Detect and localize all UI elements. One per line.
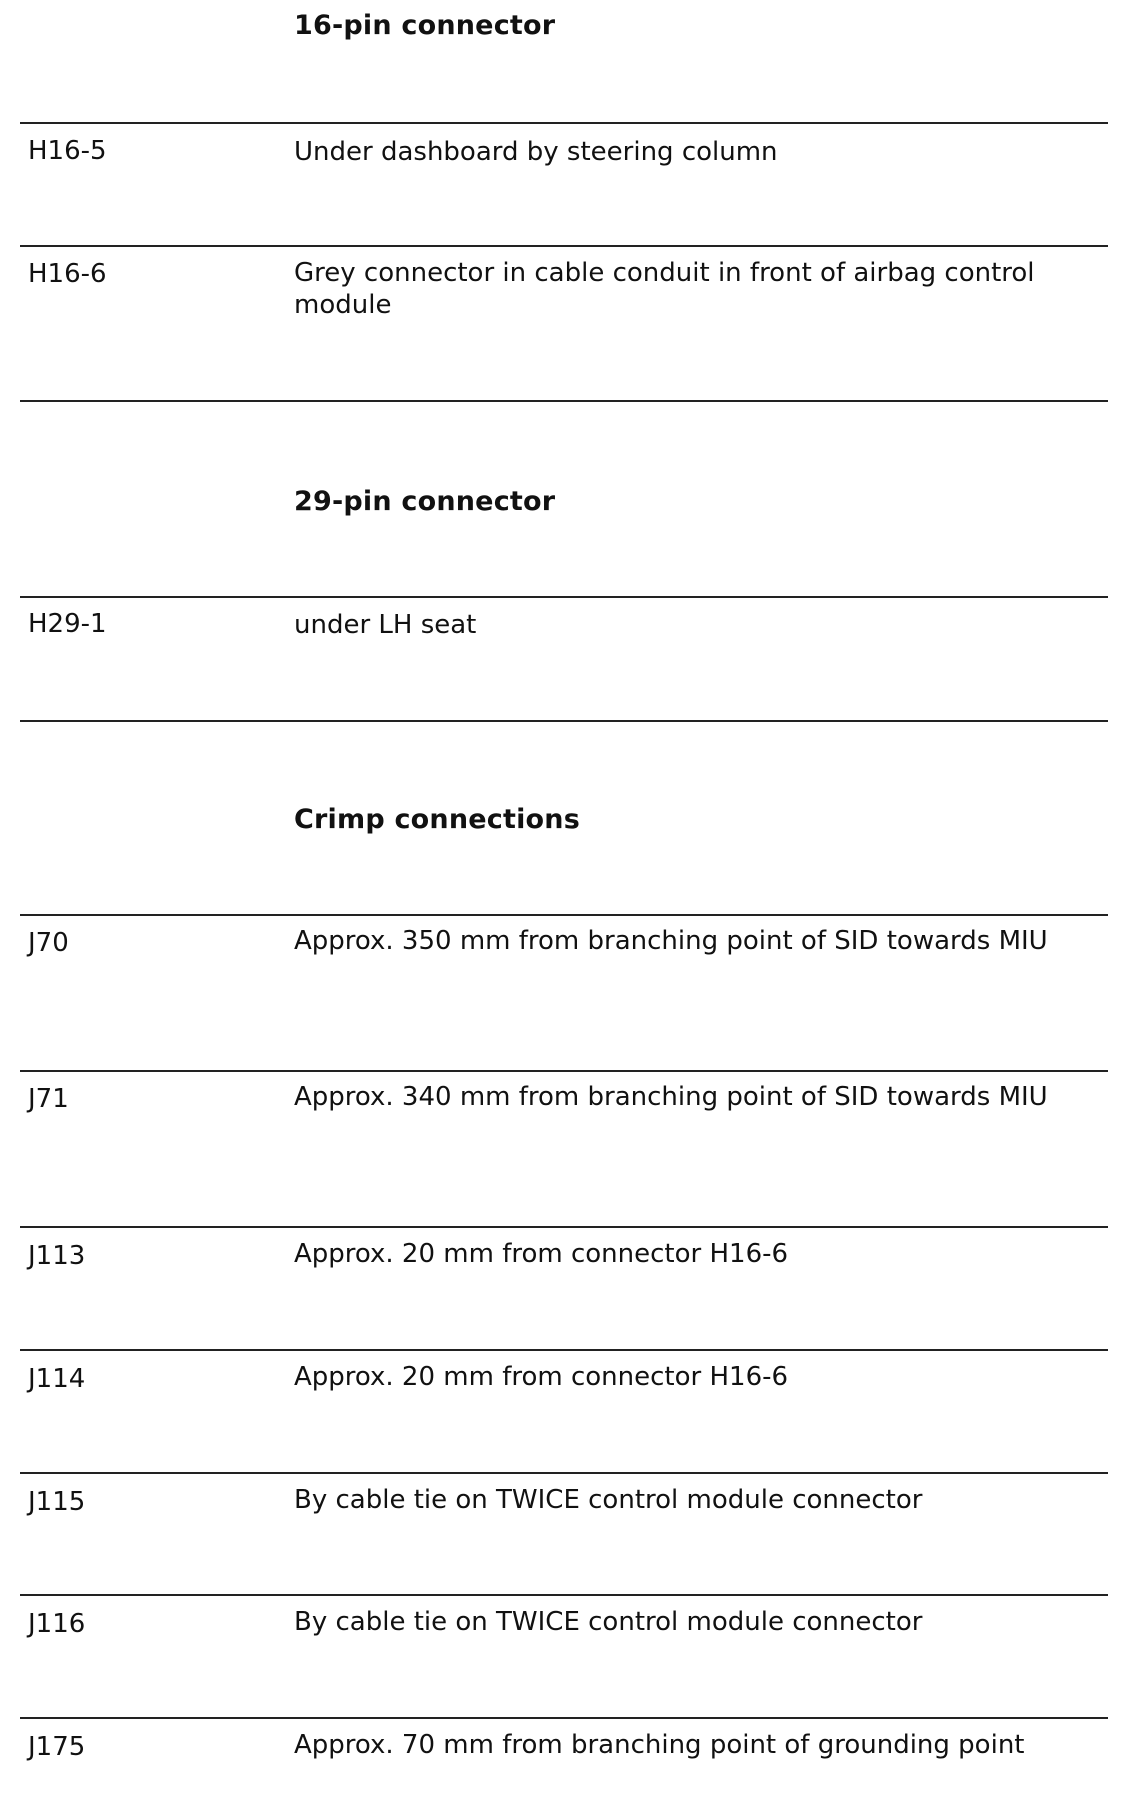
row-divider bbox=[20, 1594, 1108, 1596]
connector-location: By cable tie on TWICE control module connector bbox=[294, 1607, 923, 1637]
section-heading: 29-pin connector bbox=[294, 486, 556, 517]
connector-location: Approx. 350 mm from branching point of SID towards MIU bbox=[294, 926, 1048, 956]
row-divider bbox=[20, 1226, 1108, 1228]
row-divider bbox=[20, 720, 1108, 722]
connector-code: J115 bbox=[28, 1487, 86, 1517]
connector-location: Approx. 20 mm from connector H16-6 bbox=[294, 1362, 789, 1392]
row-divider bbox=[20, 245, 1108, 247]
connector-code: J114 bbox=[28, 1364, 86, 1394]
row-divider bbox=[20, 1349, 1108, 1351]
connector-location: Approx. 20 mm from connector H16-6 bbox=[294, 1239, 789, 1269]
row-divider bbox=[20, 596, 1108, 598]
connector-code: J71 bbox=[28, 1084, 69, 1114]
row-divider bbox=[20, 122, 1108, 124]
section-heading: 16-pin connector bbox=[294, 10, 556, 41]
connector-location: Under dashboard by steering column bbox=[294, 137, 778, 167]
connector-location: under LH seat bbox=[294, 610, 477, 640]
row-divider bbox=[20, 1070, 1108, 1072]
connector-code: J113 bbox=[28, 1241, 86, 1271]
connector-location: Grey connector in cable conduit in front of airbag control module bbox=[294, 258, 1035, 320]
connector-code: H16-5 bbox=[28, 136, 107, 166]
connector-code: H29-1 bbox=[28, 609, 107, 639]
row-divider bbox=[20, 914, 1108, 916]
connector-code: J116 bbox=[28, 1609, 86, 1639]
connector-location: By cable tie on TWICE control module connector bbox=[294, 1485, 923, 1515]
connector-location: Approx. 340 mm from branching point of SID towards MIU bbox=[294, 1082, 1048, 1112]
row-divider bbox=[20, 400, 1108, 402]
connector-code: H16-6 bbox=[28, 259, 107, 289]
row-divider bbox=[20, 1717, 1108, 1719]
connector-code: J175 bbox=[28, 1732, 86, 1762]
row-divider bbox=[20, 1472, 1108, 1474]
connector-code: J70 bbox=[28, 928, 69, 958]
connector-location: Approx. 70 mm from branching point of grounding point bbox=[294, 1730, 1025, 1760]
section-heading: Crimp connections bbox=[294, 804, 580, 835]
